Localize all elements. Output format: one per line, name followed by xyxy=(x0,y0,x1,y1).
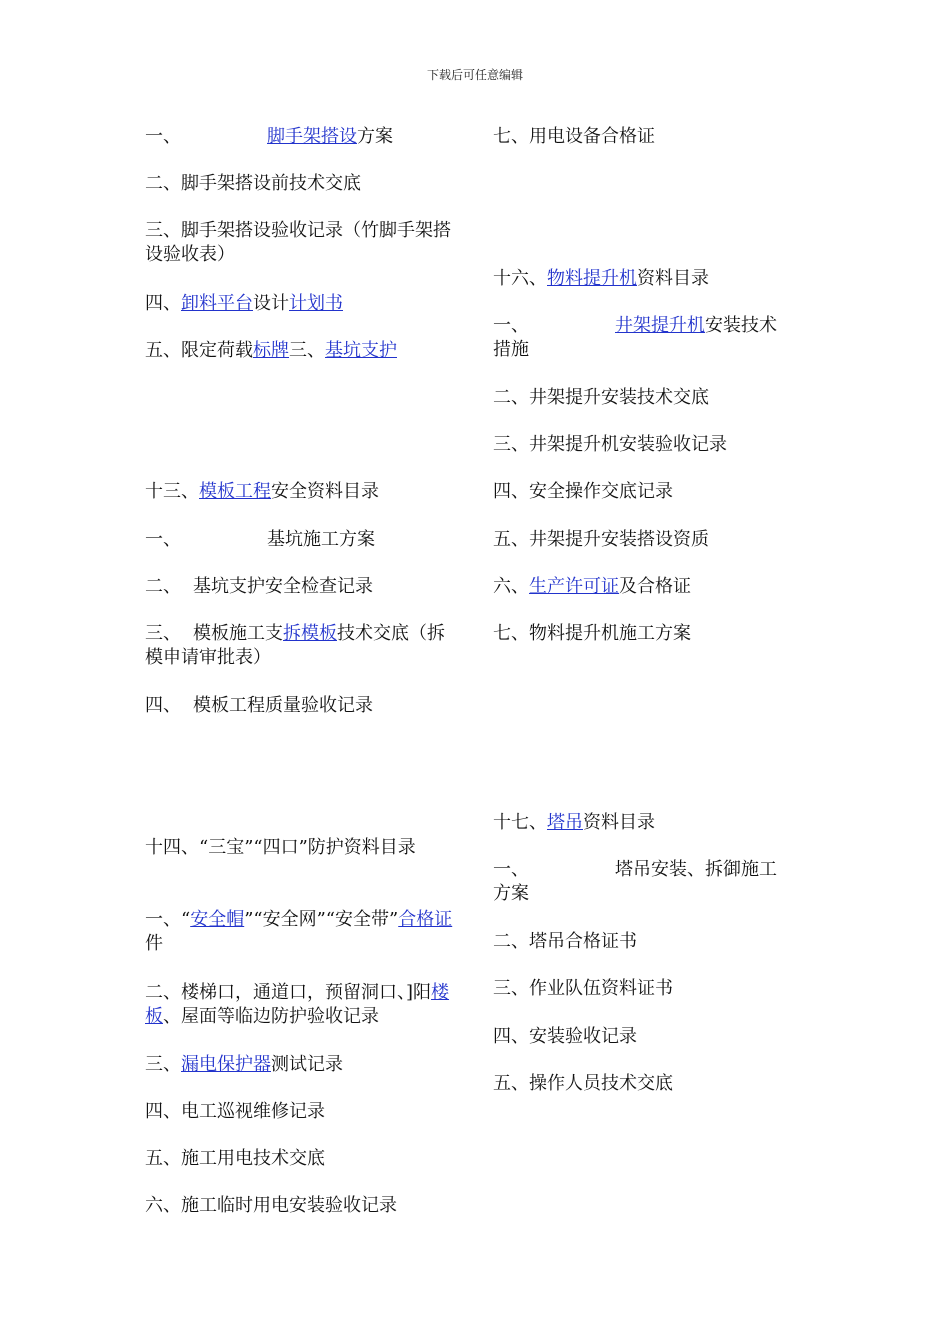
section-13-title: 十三、模板工程安全资料目录 xyxy=(145,481,379,502)
s17-item-3: 三、作业队伍资料证书 xyxy=(493,978,673,999)
link-material-hoist[interactable]: 物料提升机 xyxy=(547,268,637,289)
s14-item-4: 四、电工巡视维修记录 xyxy=(145,1101,325,1122)
s16-item-3: 三、井架提升机安装验收记录 xyxy=(493,434,727,455)
s16-item-4: 四、安全操作交底记录 xyxy=(493,481,673,502)
page-header: 下载后可任意编辑 xyxy=(426,68,523,82)
item-equipment-certificate: 七、用电设备合格证 xyxy=(493,126,655,147)
s17-item-4: 四、安装验收记录 xyxy=(493,1026,637,1047)
s13-item-3: 三、 模板施工支拆模板技术交底（拆模申请审批表） xyxy=(145,623,445,668)
s16-item-2: 二、井架提升安装技术交底 xyxy=(493,387,709,408)
s14-item-6: 六、施工临时用电安装验收记录 xyxy=(145,1195,397,1216)
s17-item-5: 五、操作人员技术交底 xyxy=(493,1073,673,1094)
link-derrick-hoist[interactable]: 井架提升机 xyxy=(615,315,705,336)
s17-item-2: 二、塔吊合格证书 xyxy=(493,931,637,952)
s13-item-2: 二、 基坑支护安全检查记录 xyxy=(145,576,373,597)
s16-item-1: 一、 井架提升机安装技术措施 xyxy=(493,315,777,360)
link-safety-helmet[interactable]: 安全帽 xyxy=(190,909,245,930)
link-scaffold-erection[interactable]: 脚手架搭设 xyxy=(267,126,357,147)
s14-item-5: 五、施工用电技术交底 xyxy=(145,1148,325,1169)
s16-item-7: 七、物料提升机施工方案 xyxy=(493,623,691,644)
link-sign[interactable]: 标牌 xyxy=(253,340,289,361)
section-14-title: 十四、“三宝”“四口”防护资料目录 xyxy=(145,837,416,858)
s14-item-3: 三、漏电保护器测试记录 xyxy=(145,1054,343,1075)
s13-item-1: 一、 基坑施工方案 xyxy=(145,529,375,550)
s14-item-1: 一、“安全帽”“安全网”“安全带”合格证件 xyxy=(145,909,453,954)
link-tower-crane[interactable]: 塔吊 xyxy=(547,812,583,833)
section-16-title: 十六、物料提升机资料目录 xyxy=(493,268,709,289)
s17-item-1: 一、 塔吊安装、拆御施工方案 xyxy=(493,859,777,904)
link-floor-slab[interactable]: 楼板 xyxy=(145,982,450,1027)
item-load-limit-sign: 五、限定荷载标牌三、基坑支护 xyxy=(145,340,397,361)
section-17-title: 十七、塔吊资料目录 xyxy=(493,812,655,833)
link-formwork-removal[interactable]: 拆模板 xyxy=(283,623,337,644)
link-plan-document[interactable]: 计划书 xyxy=(289,293,343,314)
link-leakage-protector[interactable]: 漏电保护器 xyxy=(181,1054,271,1075)
link-certificate[interactable]: 合格证 xyxy=(398,909,453,930)
item-scaffold-briefing: 二、脚手架搭设前技术交底 xyxy=(145,173,361,194)
item-scaffold-acceptance: 三、脚手架搭设验收记录（竹脚手架搭设验收表） xyxy=(145,220,451,265)
item-scaffold-plan: 一、 脚手架搭设方案 xyxy=(145,126,393,147)
link-foundation-support[interactable]: 基坑支护 xyxy=(325,340,397,361)
link-formwork-engineering[interactable]: 模板工程 xyxy=(199,481,271,502)
link-unloading-platform[interactable]: 卸料平台 xyxy=(181,293,253,314)
s16-item-6: 六、生产许可证及合格证 xyxy=(493,576,691,597)
s14-item-2: 二、楼梯口，通道口，预留洞口、]阳楼板、屋面等临边防护验收记录 xyxy=(145,982,450,1027)
s16-item-5: 五、井架提升安装搭设资质 xyxy=(493,529,709,550)
item-unloading-platform: 四、卸料平台设计计划书 xyxy=(145,293,343,314)
s13-item-4: 四、 模板工程质量验收记录 xyxy=(145,695,373,716)
link-production-license[interactable]: 生产许可证 xyxy=(529,576,619,597)
